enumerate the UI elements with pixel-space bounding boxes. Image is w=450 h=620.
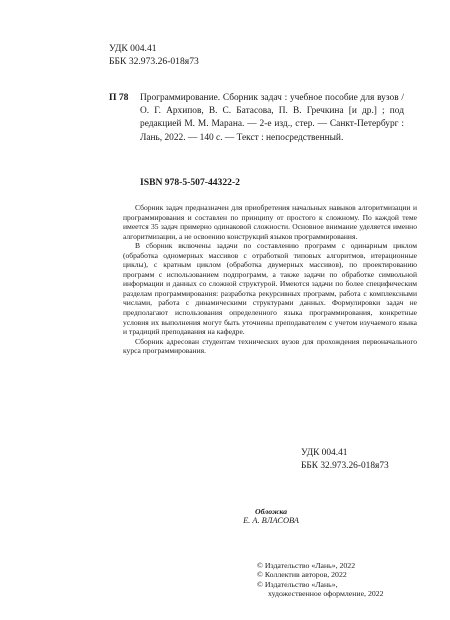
isbn: ISBN 978-5-507-44322-2 xyxy=(140,177,240,188)
copyright-design-line1: © Издательство «Лань», xyxy=(257,579,338,589)
cover-designer: Е. А. ВЛАСОВА xyxy=(243,516,299,525)
classification-codes-bottom xyxy=(301,447,389,473)
cover-label: Обложка xyxy=(254,507,288,516)
copyright-authors: © Коллектив авторов, 2022 xyxy=(257,570,347,580)
copyright-publisher: © Издательство «Лань», 2022 xyxy=(257,561,356,570)
cover-credit xyxy=(226,507,316,525)
bbk-code: ББК 32.973.26-018я73 xyxy=(301,461,389,471)
abstract xyxy=(123,203,417,356)
abstract-paragraph: В сборник включены задачи по составлению программ с одинарным циклом (обработка одномерных массивов с отработкой типовых алгоритмов, итерационные циклы), с кратным циклом (обработка двумерных массивов), по проектированию программ с использованием подпрограмм, а также задачи по обработке символьной информации и данных со сложной структурой. Имеются задачи по более специфическим разделам программирования: разработка рекурсивных программ, работа с комплексными числами, работа с динамическими структурами данных. Формулировки задач не предполагают использования определенного языка программирования, конкретные условия их выполнения могут быть уточнены преподавателем с учетом изучаемого языка и традиций преподавания на кафедре. xyxy=(123,241,417,337)
abstract-paragraph: Сборник задач предназначен для приобретения начальных навыков алгоритмизации и программирования и составлен по принципу от простого к сложному. По каждой теме имеется 35 задач примерно одинаковой сложности. Основное внимание уделяется именно алгоритмизации, а не освоению конструкций языков программирования. xyxy=(123,203,417,241)
catalog-code: П 78 xyxy=(109,92,129,103)
bbk-code: ББК 32.973.26-018я73 xyxy=(109,56,199,67)
classification-codes-top xyxy=(109,42,199,68)
udk-code: УДК 004.41 xyxy=(109,43,157,54)
copyright-block xyxy=(257,561,384,598)
udk-code: УДК 004.41 xyxy=(301,448,348,458)
copyright-design xyxy=(257,580,384,599)
bibliographic-record: Программирование. Сборник задач : учебное пособие для вузов / О. Г. Архипов, В. С. Батасова, П. В. Гречкина [и др.] ; под редакцией М. М. Марана. — 2-е изд., стер. — Санкт-Петербург : Лань, 2022. — 140 с. — Текст : непосредственный. xyxy=(140,93,404,143)
copyright-design-line2: художественное оформление, 2022 xyxy=(268,588,384,598)
abstract-paragraph: Сборник адресован студентам технических вузов для прохождения первоначального курса программирования. xyxy=(123,336,417,356)
